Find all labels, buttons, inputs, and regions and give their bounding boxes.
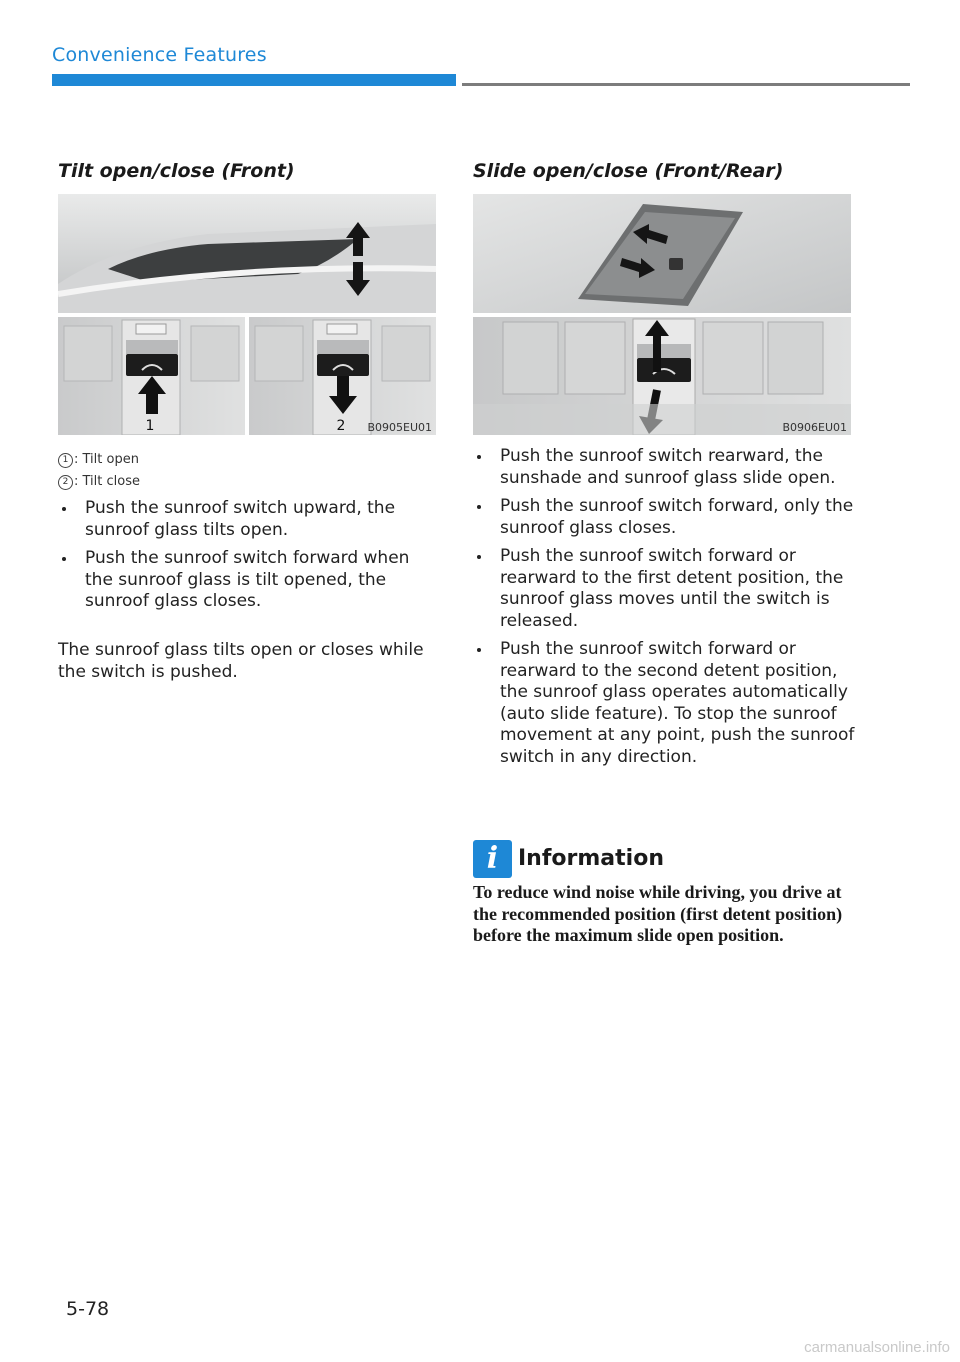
list-item: Push the sunroof switch forward or rearward to the first detent position, the sunroof glass moves until the switch is released. [473,546,855,632]
header-rule-gray [462,83,910,86]
header-rule-blue [52,74,456,86]
slide-illustration [473,194,851,435]
info-title: Information [518,846,664,871]
info-text: To reduce wind noise while driving, you drive at the recommended position (first detent position) before the maximum slide open position. [473,882,843,945]
list-item: Push the sunroof switch rearward, the sunshade and sunroof glass slide open. [473,446,855,489]
list-item: Push the sunroof switch forward when the sunroof glass is tilt opened, the sunroof glass closes. [58,548,440,613]
list-item: Push the sunroof switch forward or rearward to the second detent position, the sunroof glass operates automatically (auto slide feature). To stop the sunroof movement at any point, push the sunroof switch in any direction. [473,639,855,768]
legend-text: : Tilt close [74,474,140,489]
section-title-tilt: Tilt open/close (Front) [58,160,295,182]
legend-item [58,449,140,471]
list-item: Push the sunroof switch upward, the sunroof glass tilts open. [58,498,440,541]
figure-tilt-sunroof [58,194,436,435]
legend-text: : Tilt open [74,452,139,467]
figure-label-1: 1 [145,418,155,434]
list-item: Push the sunroof switch forward, only the sunroof glass closes. [473,496,855,539]
tilt-bullet-list [58,498,440,620]
watermark: carmanualsonline.info [804,1339,950,1356]
figure-code: B0905EU01 [367,421,432,434]
figure-legend [58,449,140,493]
slide-bullet-list [473,446,855,775]
legend-number: 2 [58,475,73,490]
tilt-illustration [58,194,436,435]
tilt-paragraph: The sunroof glass tilts open or closes while the switch is pushed. [58,640,424,682]
legend-number: 1 [58,453,73,468]
section-title-slide: Slide open/close (Front/Rear) [473,160,784,182]
figure-slide-sunroof [473,194,851,435]
page-number: 5-78 [66,1298,110,1320]
figure-code: B0906EU01 [782,421,847,434]
figure-label-2: 2 [336,418,346,434]
legend-item [58,471,140,493]
page-header-title: Convenience Features [52,44,267,66]
info-icon: i [473,840,512,878]
